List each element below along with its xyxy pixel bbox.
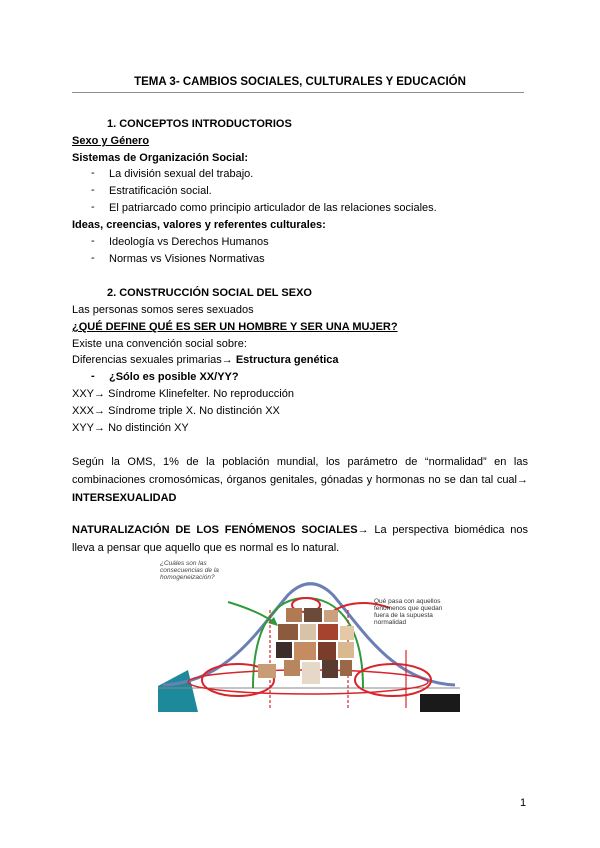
list-item: El patriarcado como principio articulador de las relaciones sociales.: [109, 202, 437, 214]
sexo-genero-heading: Sexo y Género: [72, 135, 150, 147]
section1-heading: 1. CONCEPTOS INTRODUCTORIOS: [107, 118, 292, 130]
list-dash: -: [91, 167, 95, 179]
ideas-label: Ideas, creencias, valores y referentes culturales:: [72, 219, 326, 231]
dark-corner-block: [420, 694, 460, 712]
naturalizacion-text: La perspectiva biomédica nos lleva a pensar que aquello que es normal es lo natural.: [72, 524, 528, 554]
list-item: Ideología vs Derechos Humanos: [109, 236, 269, 248]
list-dash: -: [91, 184, 95, 196]
intersexualidad-term: INTERSEXUALIDAD: [72, 492, 177, 504]
page-title: TEMA 3- CAMBIOS SOCIALES, CULTURALES Y EDUCACIÓN: [134, 76, 466, 88]
diferencias-text: Diferencias sexuales primarias→: [72, 354, 236, 366]
figure-right-caption: Qué pasa con aquellos fenómenos que quedan fuera de la supuesta normalidad: [374, 598, 443, 626]
page-number: 1: [520, 797, 527, 809]
list-dash: -: [91, 201, 95, 213]
naturalizacion-paragraph: [72, 521, 528, 557]
teal-corner-shape: [158, 670, 198, 712]
title-divider: [72, 92, 524, 93]
list-dash: -: [91, 370, 95, 382]
figure-left-caption: ¿Cuáles son las consecuencias de la homogeneización?: [160, 560, 219, 581]
list-item: La división sexual del trabajo.: [109, 168, 254, 180]
syndrome-line: XXY→ Síndrome Klinefelter. No reproducción: [72, 388, 294, 400]
intro-text: Las personas somos seres sexuados: [72, 304, 254, 316]
oms-paragraph: [72, 453, 528, 507]
list-dash: -: [91, 252, 95, 264]
syndrome-line: XXX→ Síndrome triple X. No distinción XX: [72, 405, 280, 417]
estructura-genetica: Estructura genética: [235, 354, 339, 366]
question-heading: ¿QUÉ DEFINE QUÉ ES SER UN HOMBRE Y SER UNA MUJER?: [72, 321, 398, 333]
list-item: Normas vs Visiones Normativas: [109, 253, 265, 265]
list-item: Estratificación social.: [109, 185, 212, 197]
oms-text: Según la OMS, 1% de la población mundial, los parámetro de “normalidad” en las combinaciones cromosómicas, órganos genitales, gónadas y hormonas no se dan tal cual→: [72, 456, 528, 486]
naturalizacion-term: NATURALIZACIÓN DE LOS FENÓMENOS SOCIALES→: [72, 524, 369, 536]
convencion-text: Existe una convención social sobre:: [72, 338, 247, 350]
sistemas-label: Sistemas de Organización Social:: [72, 152, 249, 164]
syndrome-line: XYY→ No distinción XY: [72, 422, 189, 434]
list-dash: -: [91, 235, 95, 247]
section2-heading: 2. CONSTRUCCIÓN SOCIAL DEL SEXO: [107, 287, 312, 299]
xx-question: ¿Sólo es posible XX/YY?: [109, 371, 239, 383]
figure-svg: [158, 560, 460, 712]
diferencias-line: [72, 353, 339, 367]
normal-distribution-figure: [158, 560, 460, 712]
